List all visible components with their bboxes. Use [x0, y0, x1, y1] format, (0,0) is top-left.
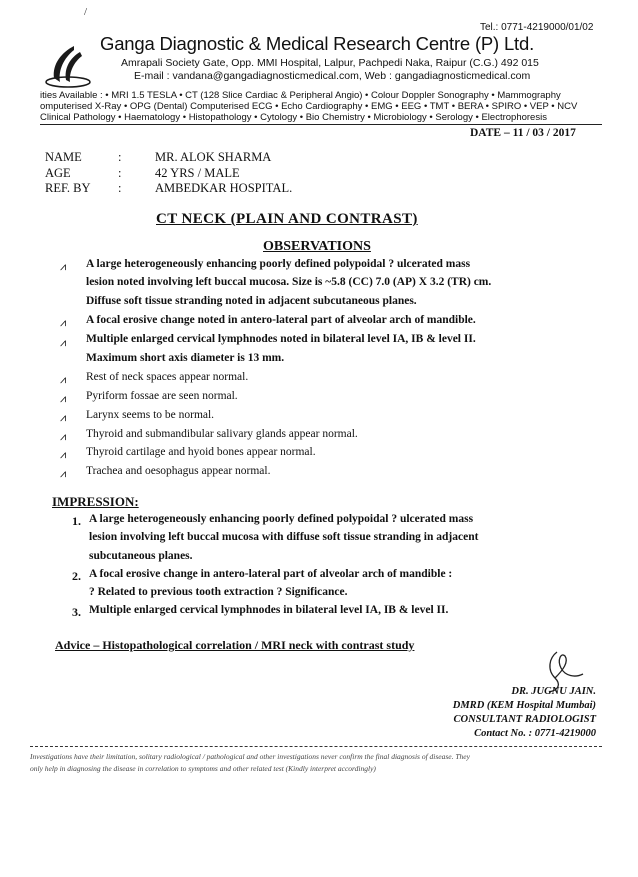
- doctor-name: DR. JUGNU JAIN.: [511, 686, 596, 697]
- referred-by-label: REF. BY: [45, 181, 91, 195]
- advice-note: Advice – Histopathological correlation / MRI neck with contrast study: [55, 638, 415, 652]
- disclaimer-line-2: only help in diagnosing the disease in correlation to symptoms and other related test (Kindly interpret accordingly): [30, 764, 376, 773]
- patient-age-value: 42 YRS / MALE: [155, 166, 240, 180]
- observation-1-line-2: lesion noted involving left buccal mucosa. Size is ~5.8 (CC) 7.0 (AP) X 3.2 (TR) cm.: [86, 276, 492, 288]
- bullet-icon: ⩘: [60, 412, 67, 424]
- observation-8-line-1: Thyroid cartilage and hyoid bones appear normal.: [86, 446, 316, 458]
- impression-3-line-1: Multiple enlarged cervical lymphnodes in bilateral level IA, IB & level II.: [89, 604, 449, 616]
- impression-2-line-2: ? Related to previous tooth extraction ? Significance.: [89, 586, 348, 598]
- observation-6-line-1: Larynx seems to be normal.: [86, 409, 215, 421]
- bullet-icon: ⩘: [60, 337, 67, 349]
- observation-1-line-1: A large heterogeneously enhancing poorly defined polypoidal ? ulcerated mass: [86, 258, 471, 270]
- services-line-2: omputerised X-Ray • OPG (Dental) Computerised ECG • Echo Cardiography • EMG • EEG • TMT • BERA • SPIRO • VEP • NCV: [40, 101, 578, 112]
- observations-heading: OBSERVATIONS: [263, 239, 371, 254]
- referred-by-value: AMBEDKAR HOSPITAL.: [155, 181, 293, 195]
- impression-3-number: 3.: [72, 605, 81, 619]
- bullet-icon: ⩘: [60, 261, 67, 273]
- bullet-icon: ⩘: [60, 393, 67, 405]
- header-divider: [40, 124, 602, 125]
- bullet-icon: ⩘: [60, 431, 67, 443]
- telephone-number: Tel.: 0771-4219000/01/02: [480, 22, 594, 33]
- referred-by-colon: :: [118, 181, 122, 195]
- impression-1-line-3: subcutaneous planes.: [89, 550, 193, 562]
- bullet-icon: ⩘: [60, 374, 67, 386]
- report-date: DATE – 11 / 03 / 2017: [470, 127, 576, 139]
- patient-age-label: AGE: [45, 166, 71, 180]
- observation-1-line-3: Diffuse soft tissue stranding noted in adjacent subcutaneous planes.: [86, 295, 417, 307]
- doctor-contact: Contact No. : 0771-4219000: [474, 728, 596, 739]
- impression-heading: IMPRESSION:: [52, 494, 139, 509]
- impression-2-line-1: A focal erosive change in antero-lateral part of alveolar arch of mandible :: [89, 568, 453, 580]
- observation-4-line-1: Rest of neck spaces appear normal.: [86, 371, 249, 383]
- doctor-designation: CONSULTANT RADIOLOGIST: [453, 714, 596, 725]
- observation-3-line-2: Maximum short axis diameter is 13 mm.: [86, 352, 285, 364]
- observation-3-line-1: Multiple enlarged cervical lymphnodes noted in bilateral level IA, IB & level II.: [86, 333, 476, 345]
- observation-7-line-1: Thyroid and submandibular salivary glands appear normal.: [86, 428, 358, 440]
- observation-5-line-1: Pyriform fossae are seen normal.: [86, 390, 238, 402]
- organization-address: Amrapali Society Gate, Opp. MMI Hospital, Lalpur, Pachpedi Naka, Raipur (C.G.) 492 015: [121, 57, 539, 69]
- bullet-icon: ⩘: [60, 449, 67, 461]
- disclaimer-line-1: Investigations have their limitation, solitary radiological / pathological and other investigations never confirm the final diagnosis of disease. They: [30, 752, 470, 761]
- observation-9-line-1: Trachea and oesophagus appear normal.: [86, 465, 271, 477]
- observation-2-line-1: A focal erosive change noted in antero-lateral part of alveolar arch of mandible.: [86, 314, 476, 326]
- centre-logo: [44, 42, 92, 90]
- bullet-icon: ⩘: [60, 317, 67, 329]
- bullet-icon: ⩘: [60, 468, 67, 480]
- doctor-qualification: DMRD (KEM Hospital Mumbai): [452, 700, 596, 711]
- organization-name: Ganga Diagnostic & Medical Research Centre (P) Ltd.: [100, 33, 535, 54]
- patient-age-colon: :: [118, 166, 122, 180]
- patient-name-value: MR. ALOK SHARMA: [155, 150, 272, 164]
- impression-1-line-2: lesion involving left buccal mucosa with diffuse soft tissue stranding in adjacent: [89, 531, 479, 543]
- patient-name-colon: :: [118, 150, 122, 164]
- services-line-1: ities Available : • MRI 1.5 TESLA • CT (128 Slice Cardiac & Peripheral Angio) • Colour Doppler Sonography • Mammography: [40, 90, 561, 101]
- patient-name-label: NAME: [45, 150, 82, 164]
- footer-divider: [30, 746, 602, 747]
- services-line-3: Clinical Pathology • Haematology • Histopathology • Cytology • Bio Chemistry • Microbiology • Serology • Electrophoresis: [40, 112, 547, 123]
- impression-1-number: 1.: [72, 514, 81, 528]
- handwritten-mark: /: [84, 6, 88, 18]
- report-title: CT NECK (PLAIN AND CONTRAST): [156, 211, 418, 227]
- impression-2-number: 2.: [72, 569, 81, 583]
- organization-contact: E-mail : vandana@gangadiagnosticmedical.com, Web : gangadiagnosticmedical.com: [134, 70, 531, 82]
- impression-1-line-1: A large heterogeneously enhancing poorly defined polypoidal ? ulcerated mass: [89, 513, 474, 525]
